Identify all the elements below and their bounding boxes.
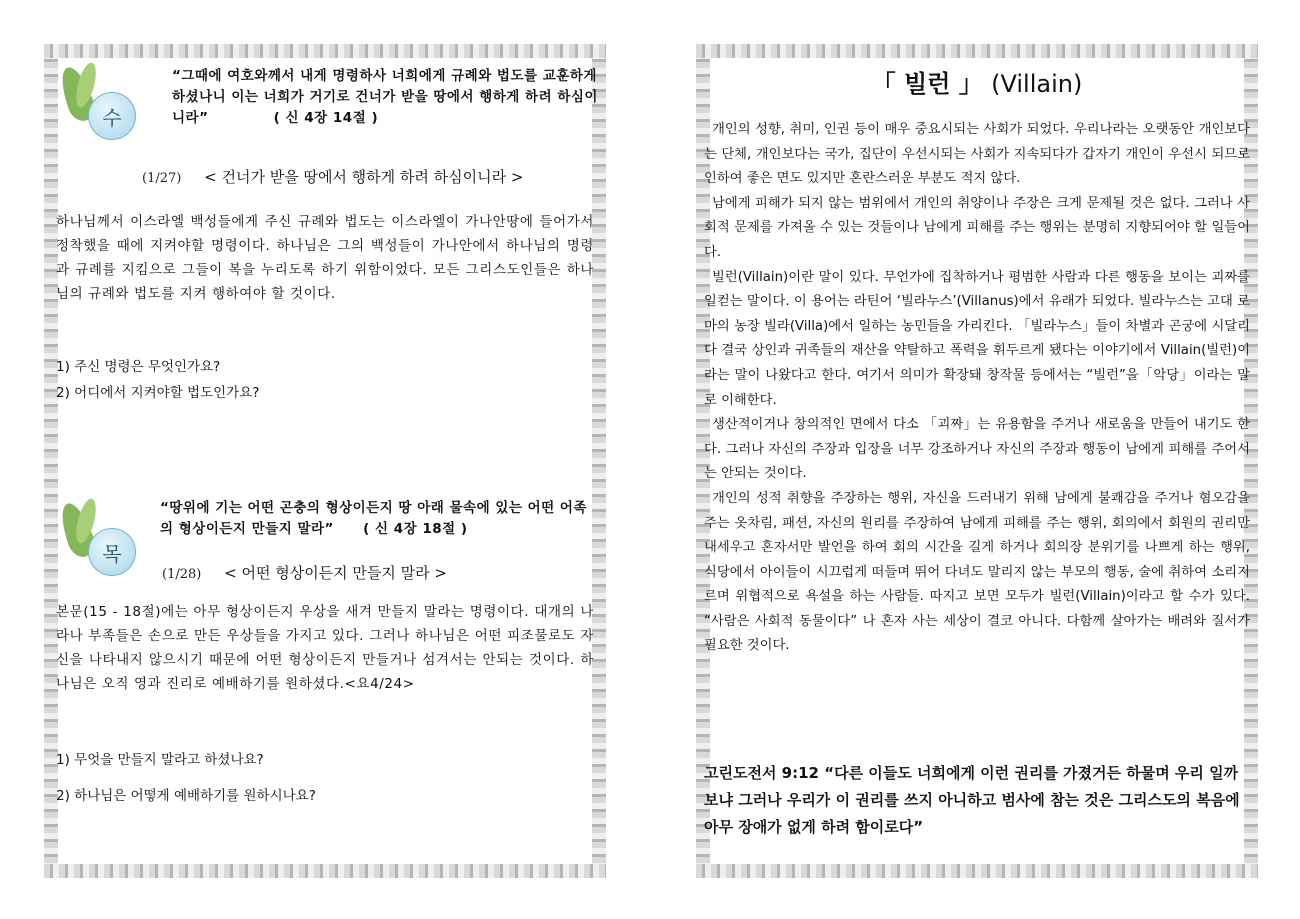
article-paragraph: 남에게 피해가 되지 않는 범위에서 개인의 취양이나 주장은 크게 문제될 것은 없다. 그러나 사회적 문제를 가져올 수 있는 것들이나 남에게 피해를 주는 행위는 분명히 지향되어야 할 일들이다.	[704, 195, 1250, 260]
lily-badge	[64, 62, 134, 144]
quote-reference: ( 신 4장 18절 )	[363, 521, 468, 537]
left-content	[52, 48, 598, 874]
devotional-body: 하나님께서 이스라엘 백성들에게 주신 규례와 법도는 이스라엘이 가나안땅에 들어가서 정착했을 때에 지켜야할 명령이다. 하나님은 그의 백성들이 가나안에서 하나님의 명령과 규례를 지킴으로 그들이 복을 누리도록 하기 위함이었다. 모든 그리스도인들은 하나님의 규례와 법도를 지켜 행하여야 할 것이다.	[56, 214, 594, 302]
question-item: 1) 무엇을 만들지 말라고 하셨나요?	[56, 752, 264, 768]
right-content	[704, 48, 1250, 874]
day-section-wednesday	[52, 62, 598, 402]
day-subtitle	[162, 562, 598, 583]
question-item: 1) 주신 명령은 무엇인가요?	[56, 359, 221, 375]
date-label: (1/28)	[162, 567, 202, 582]
article-paragraph: 개인의 성향, 취미, 인권 등이 매우 중요시되는 사회가 되었다. 우리나라는 오랫동안 개인보다는 단체, 개인보다는 국가, 집단이 우선시되는 사회가 지속되다가 갑자기 개인이 우선시 되므로 인하여 좋은 면도 있지만 혼란스러운 부분도 적지 않다.	[704, 122, 1250, 187]
scripture-quote	[160, 498, 598, 540]
weekday-badge: 목	[88, 528, 136, 576]
devotional-body: 본문(15 - 18절)에는 아무 형상이든지 우상을 새겨 만들지 말라는 명령이다. 대개의 나라나 부족들은 손으로 만든 우상들을 가지고 있다. 그러나 하나님은 어떤 피조물로도 자신을 나타내지 않으시기 때문에 어떤 형상이든지 만들거나 섬겨서는 안되는 것이다. 하나님은 오직 영과 진리로 예배하기를 원하셨다.<요4/24>	[56, 604, 594, 692]
day-section-thursday	[52, 498, 598, 858]
title-english: (Villain)	[991, 70, 1083, 98]
article-body	[704, 118, 1250, 659]
verse-reference: 고린도전서 9:12	[704, 764, 819, 782]
subtitle-text: < 건너가 받을 땅에서 행하게 하려 하심이니라 >	[204, 168, 524, 186]
question-item: 2) 하나님은 어떻게 예배하기를 원하시나요?	[56, 788, 316, 804]
left-page	[30, 30, 620, 892]
question-list	[56, 742, 594, 814]
day-subtitle	[142, 166, 598, 187]
question-list	[56, 354, 594, 406]
article-paragraph: 개인의 성적 취향을 주장하는 행위, 자신을 드러내기 위해 남에게 불쾌감을 주거나 혐오감을 주는 옷차림, 패션, 자신의 원리를 주장하여 남에게 피해를 주는 행위, 회의에서 회원의 권리만 내세우고 혼자서만 발언을 하여 회의 시간을 길게 하거나 회의장 분위기를 나쁘게 하는 행위, 식당에서 아이들이 시끄럽게 떠들며 뛰어 다녀도 말리지 않는 부모의 행동, 술에 취하여 소리지르며 위협적으로 욕설을 하는 사람들. 따지고 보면 모두가 빌런(Villain)이라고 할 수가 있다. “사람은 사회적 동물이다” 나 혼자 사는 세상이 결코 아니다. 다함께 살아가는 배려와 질서가 필요한 것이다.	[704, 490, 1250, 654]
weekday-badge: 수	[88, 92, 136, 140]
quote-text: “땅위에 기는 어떤 곤충의 형상이든지 땅 아래 물속에 있는 어떤 어족의 형상이든지 만들지 말라”	[160, 500, 587, 537]
article-paragraph: 빌런(Villain)이란 말이 있다. 무언가에 집착하거나 평범한 사람과 다른 행동을 보이는 괴짜를 일컫는 말이다. 이 용어는 라틴어 ‘빌라누스’(Villanus)에서 유래가 되었다. 빌라누스는 고대 로마의 농장 빌라(Villa)에서 일하는 농민들을 가리킨다. 「빌라누스」들이 차별과 곤궁에 시달리다 결국 상인과 귀족들의 재산을 약탈하고 폭력을 휘두르게 됐다는 이야기에서 Villain(빌런)이라는 말이 나왔다고 한다. 여기서 의미가 확장돼 창작물 등에서는 “빌런”을「악당」이라는 말로 이해한다.	[704, 269, 1250, 408]
title-korean: 「 빌런 」	[871, 70, 983, 98]
closing-verse	[704, 760, 1250, 841]
verse-text: “다른 이들도 너희에게 이런 권리를 가졌거든 하물며 우리 일까보냐 그러나 우리가 이 권리를 쓰지 아니하고 범사에 참는 것은 그리스도의 복음에 아무 장애가 없게 하려 함이로다”	[704, 764, 1240, 836]
quote-reference: ( 신 4장 14절 )	[273, 110, 379, 126]
right-page	[682, 30, 1272, 892]
lily-badge	[64, 498, 134, 580]
article-paragraph: 생산적이거나 창의적인 면에서 다소 「괴짜」는 유용함을 주거나 새로움을 만들어 내기도 한다. 그러나 자신의 주장과 입장을 너무 강조하거나 자신의 주장과 행동이 남에게 피해를 주어서는 안되는 것이다.	[704, 417, 1250, 482]
subtitle-text: < 어떤 형상이든지 만들지 말라 >	[224, 564, 447, 582]
date-label: (1/27)	[142, 171, 182, 186]
article-title	[704, 64, 1250, 99]
question-item: 2) 어디에서 지켜야할 법도인가요?	[56, 385, 260, 401]
scripture-quote	[172, 66, 598, 129]
quote-text: “그때에 여호와께서 내게 명령하사 너희에게 규례와 법도를 교훈하게 하셨나니 이는 너희가 거기로 건너가 받을 땅에서 행하게 하려 하심이니라”	[172, 68, 598, 126]
